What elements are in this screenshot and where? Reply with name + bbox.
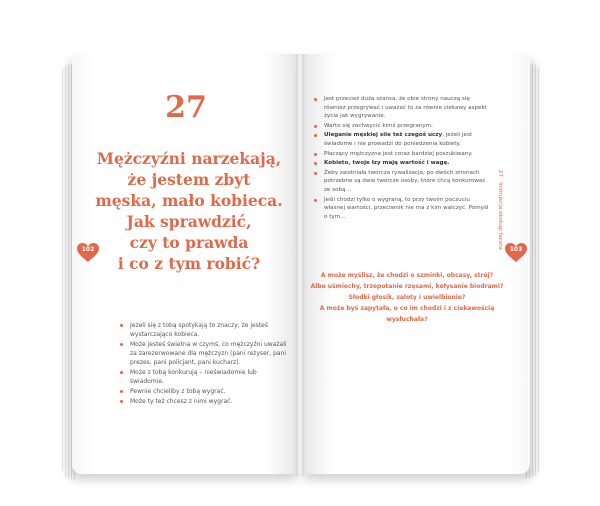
right-bullet-list (312, 95, 490, 222)
list-item: Kobieto, twoje łzy mają wartość i wagę. (312, 159, 490, 168)
running-head-title: Instrukcja obsługi faceta (497, 182, 503, 250)
list-item: Może z tobą konkurują – nieświadomie lub świadomie. (118, 368, 290, 386)
list-item: Jeżeli się z tobą spotykają to znaczy, że jesteś wystarczająco kobieca. (118, 321, 290, 339)
heart-icon (77, 243, 99, 263)
heart-icon (505, 243, 527, 263)
page-number: 103 (509, 246, 523, 253)
chapter-number: 27 (165, 90, 207, 125)
page-number: 102 (81, 246, 95, 253)
chapter-title-line: czy to prawda (129, 233, 249, 252)
chapter-title-line: Mężczyźni narzekają, (96, 149, 282, 168)
quote-line: A może myślisz, że chodzi o szminki, obcasy, strój? (320, 272, 494, 279)
chapter-title (94, 148, 284, 274)
list-item: Pewnie chcieliby z tobą wygrać. (118, 387, 290, 396)
list-item: Jest przecież duża szansa, że obie strony nauczą się również przegrywać i uważać to za równie ciekawy aspekt życia jak wygrywanie. (312, 95, 490, 121)
pull-quote (308, 270, 506, 325)
list-item: Może ty też chcesz z nimi wygrać. (118, 397, 290, 406)
list-item: Uleganie męskiej sile też czegoś uczy, jeżeli jest świadome i nie prowadzi do poniedzenia kobiety. (312, 131, 490, 148)
quote-line: A może byś zapytała, o co im chodzi i z ciekawością (319, 305, 495, 312)
chapter-title-line: że jestem zbyt (127, 170, 251, 189)
quote-line: wysłuchała? (386, 316, 428, 323)
list-item: Żeby zaistniała twórcza rywalizacja, po dwóch stronach potrzebne są dwie twórcze osoby, które chcą konkurować ze sobą… (312, 169, 490, 195)
quote-line: Słodki głosik, zaloty i uwielbienie? (348, 294, 466, 301)
quote-line: Albo uśmiechy, trzepotanie rzęsami, kołysanie biodrami? (310, 283, 504, 290)
left-bullet-list (118, 321, 290, 407)
list-item: Płaczący mężczyzna jest coraz bardziej poszukiwany. (312, 150, 490, 159)
running-head-number: 27 (497, 170, 503, 177)
running-head (494, 170, 503, 250)
list-item: Może jesteś świetna w czymś, co mężczyźni uważali za zarezerwowane dla mężczyzn (pani reżyser, pani prezes, pani policjant, pani kucharz). (118, 340, 290, 367)
list-item: Jeśli chodzi tylko o wygraną, to przy twoim poczuciu własnej wartości, przeciwnik nie ma z kim walczyć. Pomyśl o tym… (312, 196, 490, 222)
chapter-title-line: męska, mało kobieca. (95, 191, 283, 210)
chapter-title-line: Jak sprawdzić, (126, 212, 252, 231)
list-item: Warto się zachwycić kimś przegranym. (312, 122, 490, 131)
chapter-title-line: i co z tym robić? (117, 254, 261, 273)
